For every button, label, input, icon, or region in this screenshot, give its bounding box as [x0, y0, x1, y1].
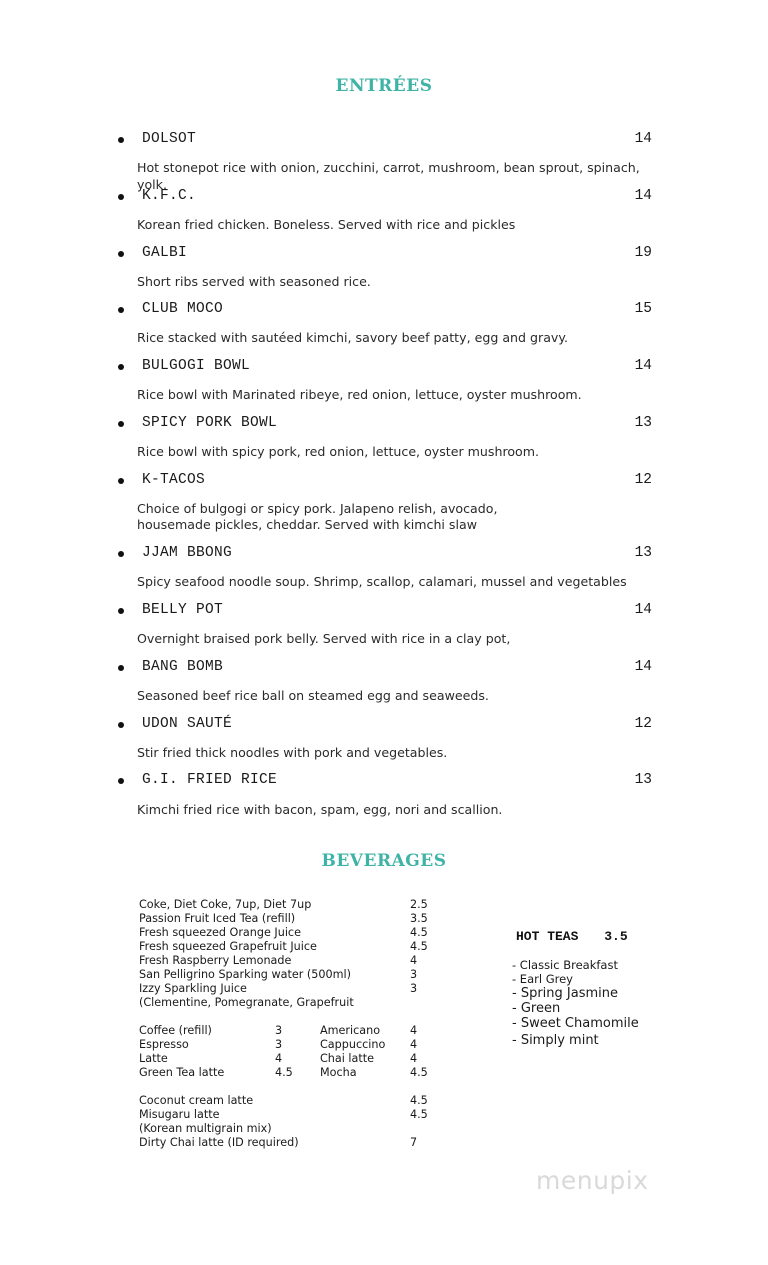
- watermark-logo: menupix: [536, 1166, 649, 1195]
- beverage-name: Green Tea latte: [139, 1066, 225, 1079]
- item-description: Korean fried chicken. Boneless. Served with rice and pickles: [137, 217, 516, 232]
- beverage-price: 4.5: [410, 926, 428, 939]
- item-description: Rice bowl with Marinated ribeye, red onion, lettuce, oyster mushroom.: [137, 387, 582, 402]
- item-price: 13: [634, 545, 652, 561]
- item-name: BULGOGI BOWL: [142, 358, 251, 374]
- menu-item-club-moco: [118, 301, 652, 321]
- item-name: K.F.C.: [142, 188, 197, 204]
- bullet-icon: [118, 665, 124, 671]
- tea-item: - Simply mint: [512, 1033, 599, 1048]
- menu-item-jjam-bbong: [118, 545, 652, 565]
- beverage-name: Passion Fruit Iced Tea (refill): [139, 912, 296, 925]
- beverage-price: 4: [410, 1024, 418, 1037]
- hot-teas-heading: [516, 929, 628, 944]
- bullet-icon: [118, 551, 124, 557]
- item-description-line-2: housemade pickles, cheddar. Served with kimchi slaw: [137, 517, 478, 532]
- bullet-icon: [118, 194, 124, 200]
- beverage-price: 7: [410, 1136, 418, 1149]
- bullet-icon: [118, 307, 124, 313]
- tea-item: - Earl Grey: [512, 972, 573, 986]
- beverage-price: 2.5: [410, 898, 428, 911]
- item-description: Seasoned beef rice ball on steamed egg and seaweeds.: [137, 688, 489, 703]
- menu-item-k-tacos: [118, 472, 652, 492]
- menu-item-galbi: [118, 245, 652, 265]
- beverage-name: Coke, Diet Coke, 7up, Diet 7up: [139, 898, 312, 911]
- item-price: 14: [634, 131, 652, 147]
- item-name: BELLY POT: [142, 602, 224, 618]
- item-name: GALBI: [142, 245, 188, 261]
- beverage-name: Izzy Sparkling Juice: [139, 982, 247, 995]
- tea-item: - Sweet Chamomile: [512, 1016, 639, 1031]
- beverage-name: Espresso: [139, 1038, 189, 1051]
- beverage-price: 3: [410, 968, 418, 981]
- beverage-price: 4: [410, 1038, 418, 1051]
- beverage-price: 3: [275, 1024, 283, 1037]
- beverage-price: 4.5: [410, 1108, 428, 1121]
- item-name: K-TACOS: [142, 472, 206, 488]
- item-name: JJAM BBONG: [142, 545, 233, 561]
- bullet-icon: [118, 608, 124, 614]
- bullet-icon: [118, 722, 124, 728]
- item-description: Stir fried thick noodles with pork and vegetables.: [137, 745, 448, 760]
- beverage-name: Fresh squeezed Orange Juice: [139, 926, 301, 939]
- item-name: UDON SAUTÉ: [142, 716, 233, 732]
- item-price: 14: [634, 659, 652, 675]
- beverage-price: 4.5: [410, 940, 428, 953]
- menu-item-bulgogi-bowl: [118, 358, 652, 378]
- item-description: Overnight braised pork belly. Served with rice in a clay pot,: [137, 631, 511, 646]
- beverage-name: Mocha: [320, 1066, 357, 1079]
- beverage-price: 3.5: [410, 912, 428, 925]
- item-description: Choice of bulgogi or spicy pork. Jalapeno relish, avocado,: [137, 501, 498, 516]
- item-name: BANG BOMB: [142, 659, 224, 675]
- beverage-name: Coconut cream latte: [139, 1094, 254, 1107]
- bullet-icon: [118, 364, 124, 370]
- bullet-icon: [118, 251, 124, 257]
- beverage-price: 4.5: [410, 1094, 428, 1107]
- item-price: 15: [634, 301, 652, 317]
- beverage-price: 3: [410, 982, 418, 995]
- beverage-note: (Korean multigrain mix): [139, 1122, 272, 1135]
- beverage-name: San Pelligrino Sparking water (500ml): [139, 968, 351, 981]
- beverages-title: BEVERAGES: [321, 851, 447, 871]
- beverage-price: 4: [410, 954, 418, 967]
- beverage-name: Dirty Chai latte (ID required): [139, 1136, 299, 1149]
- beverage-name: Fresh Raspberry Lemonade: [139, 954, 292, 967]
- menu-item-udon-saute: [118, 716, 652, 736]
- beverage-name: Misugaru latte: [139, 1108, 220, 1121]
- item-price: 14: [634, 358, 652, 374]
- item-price: 19: [634, 245, 652, 261]
- tea-item: - Green: [512, 1001, 561, 1016]
- beverage-name: Americano: [320, 1024, 381, 1037]
- item-price: 13: [634, 415, 652, 431]
- bullet-icon: [118, 478, 124, 484]
- item-price: 12: [634, 472, 652, 488]
- menu-item-dolsot: [118, 131, 652, 151]
- item-description: Spicy seafood noodle soup. Shrimp, scallop, calamari, mussel and vegetables: [137, 574, 627, 589]
- entrees-title: ENTRÉES: [335, 76, 433, 96]
- item-description: Short ribs served with seasoned rice.: [137, 274, 371, 289]
- item-price: 14: [634, 188, 652, 204]
- menu-item-bang-bomb: [118, 659, 652, 679]
- beverage-price: 4.5: [410, 1066, 428, 1079]
- hot-teas-price: 3.5: [604, 929, 628, 944]
- item-name: CLUB MOCO: [142, 301, 224, 317]
- bullet-icon: [118, 421, 124, 427]
- beverage-name: Fresh squeezed Grapefruit Juice: [139, 940, 317, 953]
- item-description: Kimchi fried rice with bacon, spam, egg, nori and scallion.: [137, 802, 503, 817]
- menu-item-kfc: [118, 188, 652, 208]
- beverage-price: 4: [275, 1052, 283, 1065]
- menu-item-belly-pot: [118, 602, 652, 622]
- bullet-icon: [118, 137, 124, 143]
- beverage-name: Chai latte: [320, 1052, 375, 1065]
- item-name: G.I. FRIED RICE: [142, 772, 278, 788]
- item-name: DOLSOT: [142, 131, 197, 147]
- item-price: 13: [634, 772, 652, 788]
- beverage-name: Latte: [139, 1052, 168, 1065]
- item-description: Rice stacked with sautéed kimchi, savory beef patty, egg and gravy.: [137, 330, 569, 345]
- beverage-price: 3: [275, 1038, 283, 1051]
- item-price: 14: [634, 602, 652, 618]
- item-description: Rice bowl with spicy pork, red onion, lettuce, oyster mushroom.: [137, 444, 540, 459]
- beverage-note: (Clementine, Pomegranate, Grapefruit: [139, 996, 354, 1009]
- menu-item-gi-fried-rice: [118, 772, 652, 792]
- menu-item-spicy-pork-bowl: [118, 415, 652, 435]
- tea-item: - Spring Jasmine: [512, 986, 618, 1001]
- bullet-icon: [118, 778, 124, 784]
- beverage-price: 4: [410, 1052, 418, 1065]
- item-name: SPICY PORK BOWL: [142, 415, 278, 431]
- hot-teas-title: HOT TEAS: [516, 929, 579, 944]
- beverage-price: 4.5: [275, 1066, 293, 1079]
- item-price: 12: [634, 716, 652, 732]
- item-description: Hot stonepot rice with onion, zucchini, carrot, mushroom, bean sprout, spinach, yolk.: [137, 160, 640, 192]
- tea-item: - Classic Breakfast: [512, 958, 618, 972]
- beverage-name: Coffee (refill): [139, 1024, 212, 1037]
- beverage-name: Cappuccino: [320, 1038, 386, 1051]
